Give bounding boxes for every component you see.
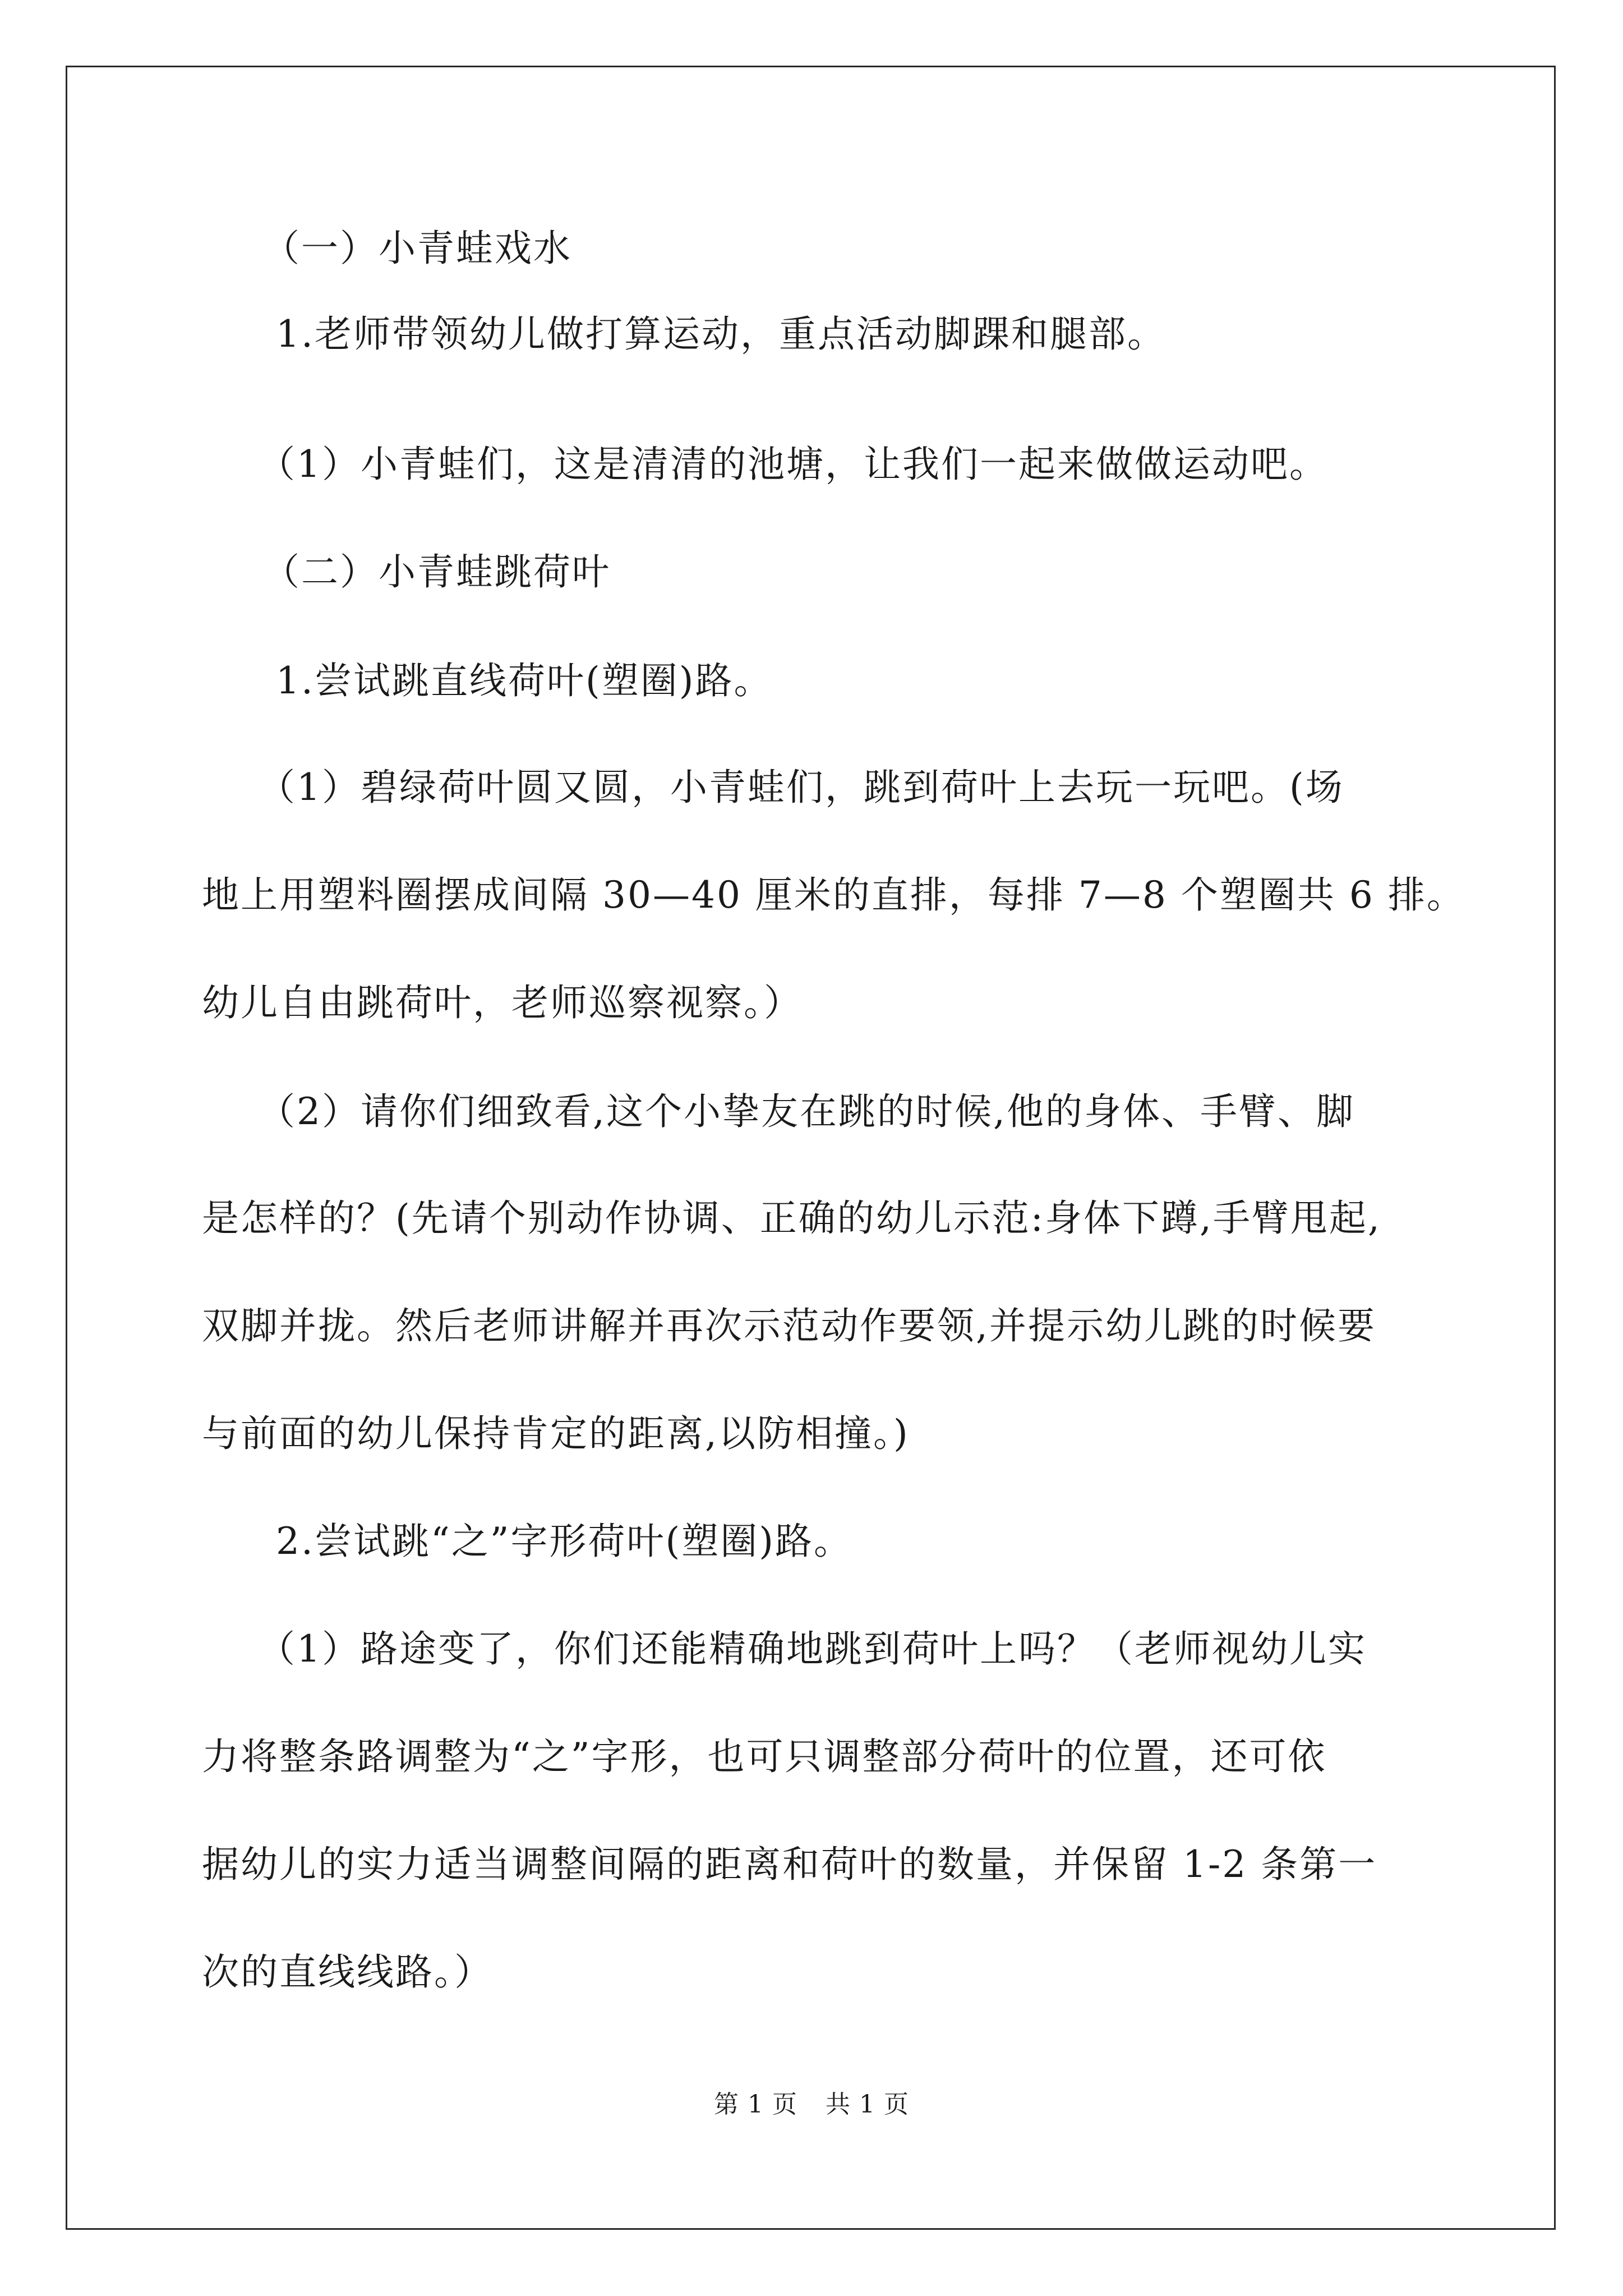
page-total: 共 1 页	[826, 2090, 909, 2119]
page-number: 第 1 页	[714, 2090, 797, 2119]
section-heading-1: （一）小青蛙戏水	[262, 227, 572, 270]
paragraph-line: 次的直线线路。）	[202, 1950, 493, 1994]
section-heading-2: （二）小青蛙跳荷叶	[262, 550, 611, 593]
page-border	[66, 66, 1556, 2230]
paragraph-line: （2）请你们细致看,这个小挚友在跳的时候,他的身体、手臂、脚	[258, 1090, 1355, 1133]
paragraph-line: 1.老师带领幼儿做打算运动，重点活动脚踝和腿部。	[276, 312, 1166, 356]
paragraph-line: 双脚并拢。然后老师讲解并再次示范动作要领,并提示幼儿跳的时候要	[202, 1304, 1376, 1347]
paragraph-line: 力将整条路调整为“之”字形，也可只调整部分荷叶的位置，还可依	[202, 1735, 1327, 1778]
paragraph-line: 地上用塑料圈摆成间隔 30—40 厘米的直排，每排 7—8 个塑圈共 6 排。	[202, 873, 1465, 917]
paragraph-line: 1.尝试跳直线荷叶(塑圈)路。	[276, 659, 773, 702]
paragraph-line: 是怎样的？(先请个别动作协调、正确的幼儿示范:身体下蹲,手臂甩起,	[202, 1197, 1381, 1240]
page-footer	[0, 2088, 1623, 2122]
paragraph-line: 据幼儿的实力适当调整间隔的距离和荷叶的数量，并保留 1-2 条第一	[202, 1843, 1377, 1886]
paragraph-line: 2.尝试跳“之”字形荷叶(塑圈)路。	[276, 1520, 852, 1563]
paragraph-line: （1）小青蛙们，这是清清的池塘，让我们一起来做做运动吧。	[258, 443, 1328, 486]
paragraph-line: （1）路途变了，你们还能精确地跳到荷叶上吗？（老师视幼儿实	[258, 1627, 1367, 1671]
paragraph-line: 与前面的幼儿保持肯定的距离,以防相撞。)	[202, 1412, 910, 1455]
paragraph-line: 幼儿自由跳荷叶，老师巡察视察。）	[202, 981, 803, 1024]
paragraph-line: （1）碧绿荷叶圆又圆，小青蛙们，跳到荷叶上去玩一玩吧。(场	[258, 766, 1344, 809]
